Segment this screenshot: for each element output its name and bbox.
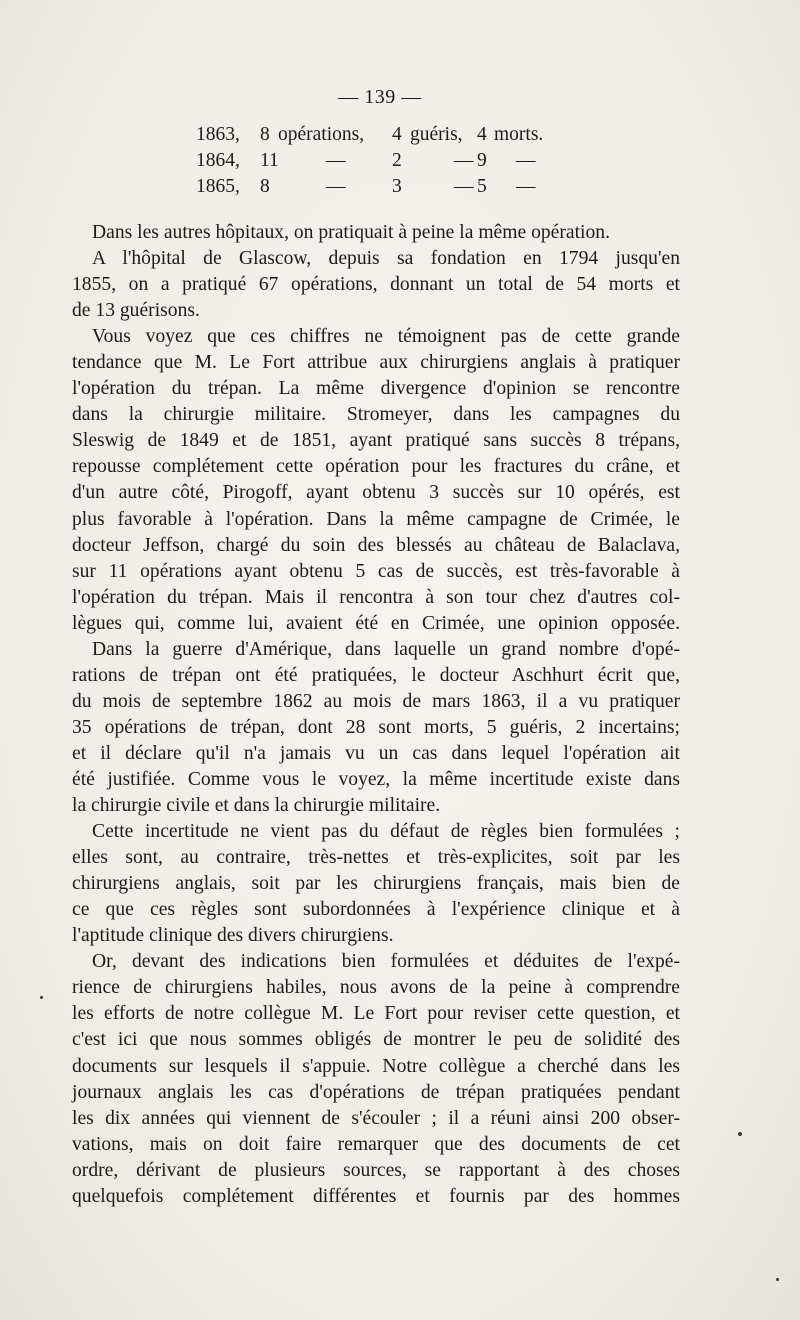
text-line: les dix années qui viennent de s'écouler ; il a réuni ainsi 200 obser-: [72, 1107, 680, 1129]
text-line: journaux anglais les cas d'opérations de trépan pratiquées pendant: [72, 1081, 680, 1103]
body-text: [72, 220, 680, 1210]
stats-cured-count: 4: [392, 124, 402, 145]
stats-deaths-count: 5: [477, 176, 487, 197]
text-line: été justifiée. Comme vous le voyez, la même incertitude existe dans: [72, 768, 680, 790]
stats-deaths-count: 9: [477, 150, 487, 171]
text-line: Sleswig de 1849 et de 1851, ayant pratiqué sans succès 8 trépans,: [72, 430, 680, 452]
stats-year: 1865,: [196, 176, 240, 197]
stats-year: 1863,: [196, 124, 240, 145]
stats-ditto-mark: —: [454, 150, 474, 171]
paper-speck: [40, 996, 43, 999]
text-line: les efforts de notre collègue M. Le Fort pour reviser cette question, et: [72, 1003, 680, 1025]
stats-deaths-label: morts.: [494, 124, 544, 145]
text-line: 35 opérations de trépan, dont 28 sont morts, 5 guéris, 2 incertains;: [72, 716, 680, 738]
stats-operations-count: 8: [260, 124, 270, 145]
text-line: quelquefois complétement différentes et fournis par des hommes: [72, 1185, 680, 1207]
stats-ditto-mark: —: [516, 150, 536, 171]
text-line: plus favorable à l'opération. Dans la même campagne de Crimée, le: [72, 508, 680, 530]
text-line: A l'hôpital de Glascow, depuis sa fondation en 1794 jusqu'en: [92, 248, 680, 270]
text-line: repousse complétement cette opération pour les fractures du crâne, et: [72, 456, 680, 478]
text-line: la chirurgie civile et dans la chirurgie militaire.: [72, 795, 441, 817]
text-line: tendance que M. Le Fort attribue aux chirurgiens anglais à pratiquer: [72, 352, 680, 374]
stats-ditto-mark: —: [516, 176, 536, 197]
text-line: l'opération du trépan. Mais il rencontra à son tour chez d'autres col-: [72, 586, 680, 608]
stats-ditto-mark: —: [326, 176, 346, 197]
stats-year: 1864,: [196, 150, 240, 171]
stats-ditto-mark: —: [326, 150, 346, 171]
text-line: ordre, dérivant de plusieurs sources, se rapportant à des choses: [72, 1159, 680, 1181]
text-line: Vous voyez que ces chiffres ne témoignent pas de cette grande: [92, 326, 680, 348]
text-line: Dans les autres hôpitaux, on pratiquait à peine la même opération.: [92, 222, 610, 243]
stats-cured-label: guéris,: [410, 124, 463, 145]
text-line: ce que ces règles sont subordonnées à l'expérience clinique et à: [72, 899, 680, 921]
stats-operations-label: opérations,: [278, 124, 365, 145]
text-line: du mois de septembre 1862 au mois de mars 1863, il a vu pratiquer: [72, 690, 680, 712]
page-number: — 139 —: [338, 86, 422, 108]
text-line: Cette incertitude ne vient pas du défaut de règles bien formulées ;: [92, 821, 680, 843]
text-line: rations de trépan ont été pratiquées, le docteur Aschhurt écrit que,: [72, 664, 680, 686]
text-line: et il déclare qu'il n'a jamais vu un cas dans lequel l'opération ait: [72, 742, 680, 764]
text-line: sur 11 opérations ayant obtenu 5 cas de succès, est très-favorable à: [72, 560, 680, 582]
stats-cured-count: 2: [392, 150, 402, 171]
text-line: lègues qui, comme lui, avaient été en Crimée, une opinion opposée.: [72, 612, 680, 634]
text-line: chirurgiens anglais, soit par les chirurgiens français, mais bien de: [72, 873, 680, 895]
text-line: elles sont, au contraire, très-nettes et très-explicites, soit par les: [72, 847, 680, 869]
text-line: Dans la guerre d'Amérique, dans laquelle un grand nombre d'opé-: [92, 638, 680, 660]
stats-operations-count: 11: [260, 150, 279, 171]
paper-speck: [738, 1132, 742, 1136]
text-line: l'aptitude clinique des divers chirurgiens.: [72, 925, 394, 947]
text-line: 1855, on a pratiqué 67 opérations, donnant un total de 54 morts et: [72, 274, 680, 296]
text-line: vations, mais on doit faire remarquer que des documents de cet: [72, 1133, 680, 1155]
paper-speck: [776, 1278, 779, 1281]
stats-deaths-count: 4: [477, 124, 487, 145]
text-line: documents sur lesquels il s'appuie. Notre collègue a cherché dans les: [72, 1055, 680, 1077]
text-line: rience de chirurgiens habiles, nous avons de la peine à comprendre: [72, 977, 680, 999]
text-line: Or, devant des indications bien formulées et déduites de l'expé-: [92, 951, 680, 973]
text-line: l'opération du trépan. La même divergence d'opinion se rencontre: [72, 378, 680, 400]
text-line: d'un autre côté, Pirogoff, ayant obtenu 3 succès sur 10 opérés, est: [72, 482, 680, 504]
stats-cured-count: 3: [392, 176, 402, 197]
stats-operations-count: 8: [260, 176, 270, 197]
stats-ditto-mark: —: [454, 176, 474, 197]
text-line: de 13 guérisons.: [72, 300, 200, 322]
text-line: c'est ici que nous sommes obligés de montrer le peu de solidité des: [72, 1029, 680, 1051]
text-line: dans la chirurgie militaire. Stromeyer, dans les campagnes du: [72, 404, 680, 426]
text-line: docteur Jeffson, chargé du soin des blessés au château de Balaclava,: [72, 534, 680, 556]
